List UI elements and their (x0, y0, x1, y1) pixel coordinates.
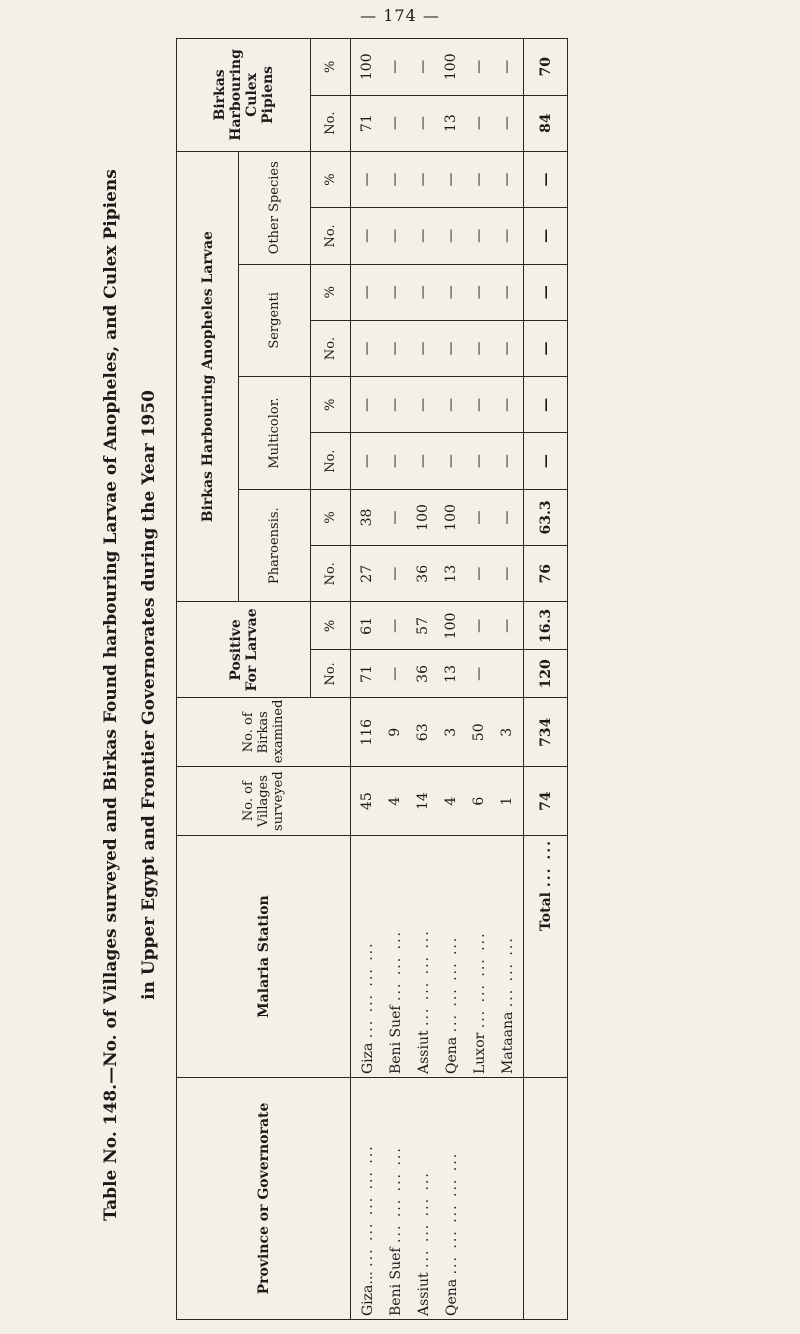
header-multicolor-pct: % (311, 377, 351, 433)
culex-no-cell (351, 95, 524, 151)
station-cell (351, 836, 524, 1078)
value-positive-pct: — (499, 618, 515, 633)
value-birkas: 3 (443, 727, 459, 737)
value-other-no: — (471, 228, 487, 243)
value-multi-pct: — (443, 397, 459, 412)
header-other-pct: % (311, 151, 351, 207)
total-spacer (524, 1078, 568, 1320)
multicolor-pct-cell (351, 377, 524, 433)
value-culex-pct: 100 (359, 53, 375, 81)
table-rotator (176, 38, 568, 1320)
value-other-no: — (443, 228, 459, 243)
header-pharoensis-pct: % (311, 489, 351, 545)
value-serg-no: — (387, 341, 403, 356)
value-positive-no: — (387, 666, 403, 681)
caption-line-2: in Upper Egypt and Frontier Governorates during the Year 1950 (139, 390, 159, 1000)
total-pharoensis-no: 76 (524, 546, 568, 602)
value-other-no: — (415, 228, 431, 243)
value-culex-no: — (499, 116, 515, 131)
total-label: Total ... ... (524, 836, 568, 1078)
station-name: Mataana ... ... ... (500, 936, 516, 1075)
header-culex-pct: % (311, 39, 351, 96)
value-serg-pct: — (471, 285, 487, 300)
value-pharo-no: 13 (443, 564, 459, 583)
value-villages: 1 (499, 796, 515, 806)
value-pharo-pct: — (499, 510, 515, 525)
value-multi-no: — (499, 454, 515, 469)
value-positive-no (493, 653, 521, 694)
header-pharoensis-no: No. (311, 546, 351, 602)
value-culex-pct: — (499, 59, 515, 74)
value-culex-no: — (387, 116, 403, 131)
total-positive-pct: 16.3 (524, 602, 568, 650)
header-positive-no: No. (311, 650, 351, 698)
header-multicolor: Multicolor. (239, 377, 311, 490)
value-pharo-pct: 38 (359, 508, 375, 527)
page-number: — 174 — (360, 6, 440, 25)
value-serg-no: — (443, 341, 459, 356)
value-birkas: 63 (415, 723, 431, 742)
value-villages: 4 (387, 796, 403, 806)
table-row-data (351, 39, 524, 1320)
value-pharo-no: 27 (359, 564, 375, 583)
culex-pct-cell (351, 39, 524, 96)
sergenti-pct-cell (351, 264, 524, 320)
header-birkas: No. of Birkas examined (177, 698, 351, 767)
value-serg-pct: — (499, 285, 515, 300)
province-name: Qena ... ... ... ... ... (444, 1151, 460, 1316)
header-anopheles-group: Birkas Harbouring Anopheles Larvae (177, 151, 239, 602)
total-culex-no: 84 (524, 95, 568, 151)
value-birkas: 50 (471, 723, 487, 742)
other-no-cell (351, 208, 524, 264)
value-serg-no: — (359, 341, 375, 356)
header-province: Province or Governorate (177, 1078, 351, 1320)
header-station: Malaria Station (177, 836, 351, 1078)
value-pharo-pct: 100 (443, 504, 459, 531)
province-name: Giza... ... ... ... ... ... (360, 1144, 376, 1316)
value-pharo-no: — (471, 566, 487, 581)
header-multicolor-no: No. (311, 433, 351, 489)
total-multicolor-pct: — (524, 377, 568, 433)
header-villages: No. of Villages surveyed (177, 767, 351, 836)
value-positive-pct: — (471, 618, 487, 633)
header-other-species: Other Species (239, 151, 311, 264)
header-sergenti-pct: % (311, 264, 351, 320)
value-birkas: 3 (499, 727, 515, 737)
province-name: Beni Suef ... ... ... ... (388, 1146, 404, 1316)
value-positive-pct: 57 (415, 617, 431, 635)
other-pct-cell (351, 151, 524, 207)
value-villages: 14 (415, 792, 431, 811)
value-multi-pct: — (387, 397, 403, 412)
value-villages: 6 (471, 796, 487, 806)
value-serg-no: — (415, 341, 431, 356)
value-pharo-pct: 100 (415, 504, 431, 531)
header-sergenti: Sergenti (239, 264, 311, 377)
total-sergenti-pct: — (524, 264, 568, 320)
value-culex-pct: — (471, 59, 487, 74)
value-serg-pct: — (387, 285, 403, 300)
total-villages: 74 (524, 767, 568, 836)
sergenti-no-cell (351, 320, 524, 376)
total-sergenti-no: — (524, 320, 568, 376)
value-serg-no: — (471, 341, 487, 356)
header-pharoensis: Pharoensis. (239, 489, 311, 602)
value-culex-pct: — (387, 59, 403, 74)
value-multi-pct: — (359, 397, 375, 412)
total-culex-pct: 70 (524, 39, 568, 96)
province-name: Assiut ... ... ... ... (416, 1171, 432, 1316)
station-name: Qena ... ... ... ... (444, 935, 460, 1075)
table-wrapper (176, 38, 568, 1320)
value-multi-no: — (443, 454, 459, 469)
total-other-pct: — (524, 151, 568, 207)
pharoensis-no-cell (351, 546, 524, 602)
station-name: Giza ... ... ... ... (360, 941, 376, 1075)
birkas-cell (351, 698, 524, 767)
value-other-no: — (499, 228, 515, 243)
value-culex-pct: 100 (443, 53, 459, 81)
value-positive-no: 36 (415, 664, 431, 683)
value-culex-no: — (471, 116, 487, 131)
header-culex-no: No. (311, 95, 351, 151)
value-culex-no: 71 (359, 114, 375, 133)
value-other-pct: — (359, 172, 375, 187)
value-culex-no: 13 (443, 114, 459, 133)
total-birkas: 734 (524, 698, 568, 767)
province-cell (351, 1078, 524, 1320)
value-positive-pct: 100 (443, 612, 459, 640)
station-name: Assiut ... ... ... ... (416, 929, 432, 1075)
header-positive-pct: % (311, 602, 351, 650)
value-pharo-pct: — (387, 510, 403, 525)
value-pharo-no: — (387, 566, 403, 581)
value-pharo-pct: — (471, 510, 487, 525)
caption-line-1: Table No. 148.—No. of Villages surveyed and Birkas Found harbouring Larvae of Anopheles, and Culex Pipiens (101, 169, 121, 1221)
value-birkas: 9 (387, 727, 403, 737)
value-culex-pct: — (415, 59, 431, 74)
table-row-total (524, 39, 568, 1320)
value-birkas: 116 (359, 718, 375, 746)
value-positive-no: 13 (443, 664, 459, 683)
total-pharoensis-pct: 63.3 (524, 489, 568, 545)
station-name: Luxor ... ... ... ... (472, 931, 488, 1075)
total-multicolor-no: — (524, 433, 568, 489)
value-multi-no: — (471, 454, 487, 469)
multicolor-no-cell (351, 433, 524, 489)
value-positive-no: — (471, 666, 487, 681)
value-multi-no: — (359, 454, 375, 469)
value-positive-pct: 61 (359, 617, 375, 635)
value-multi-pct: — (499, 397, 515, 412)
total-positive-no: 120 (524, 650, 568, 698)
larvae-survey-table (176, 38, 568, 1320)
positive-pct-cell (351, 602, 524, 650)
value-culex-no: — (415, 116, 431, 131)
header-sergenti-no: No. (311, 320, 351, 376)
value-other-pct: — (443, 172, 459, 187)
value-pharo-no: 36 (415, 564, 431, 583)
value-positive-pct: — (387, 618, 403, 633)
value-serg-pct: — (359, 285, 375, 300)
table-caption (92, 70, 168, 1320)
header-other-no: No. (311, 208, 351, 264)
value-multi-pct: — (415, 397, 431, 412)
value-other-pct: — (415, 172, 431, 187)
value-serg-no: — (499, 341, 515, 356)
value-serg-pct: — (415, 285, 431, 300)
value-villages: 4 (443, 796, 459, 806)
value-other-pct: — (471, 172, 487, 187)
positive-no-cell (351, 650, 524, 698)
value-serg-pct: — (443, 285, 459, 300)
value-multi-pct: — (471, 397, 487, 412)
value-positive-no: 71 (359, 664, 375, 683)
station-name: Beni Suef ... ... ... (388, 930, 404, 1075)
villages-cell (351, 767, 524, 836)
value-multi-no: — (387, 454, 403, 469)
value-other-pct: — (499, 172, 515, 187)
value-other-no: — (387, 228, 403, 243)
header-culex: Birkas Harbouring Culex Pipiens (177, 39, 311, 152)
value-other-no: — (359, 228, 375, 243)
pharoensis-pct-cell (351, 489, 524, 545)
value-multi-no: — (415, 454, 431, 469)
total-other-no: — (524, 208, 568, 264)
value-pharo-no: — (499, 566, 515, 581)
header-positive: Positive For Larvae (177, 602, 311, 698)
value-villages: 45 (359, 792, 375, 811)
value-other-pct: — (387, 172, 403, 187)
